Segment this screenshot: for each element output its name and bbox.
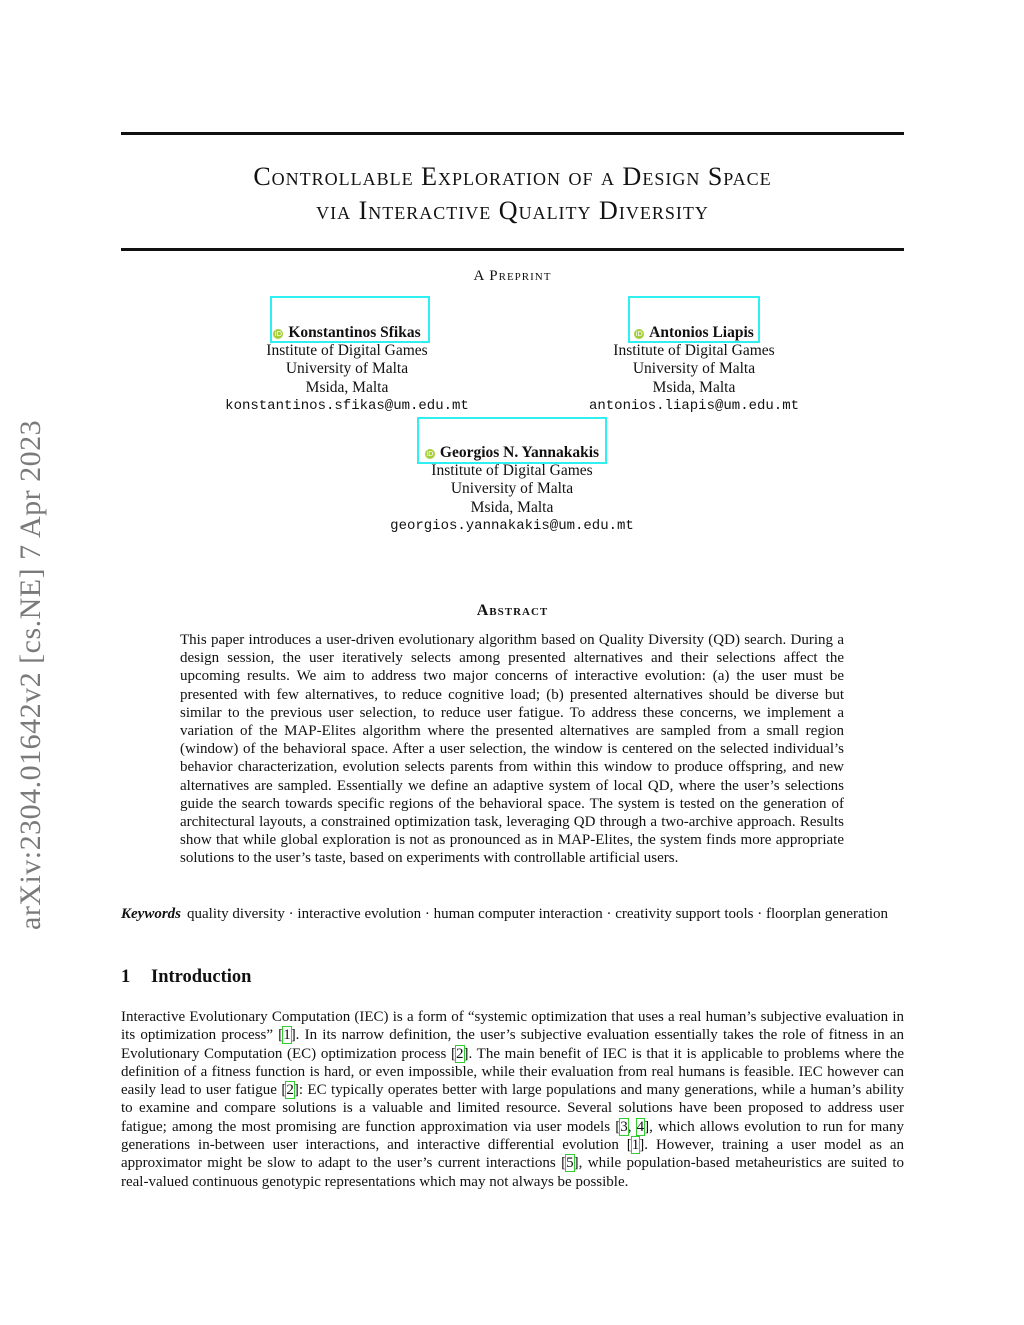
- orcid-icon[interactable]: iD: [426, 450, 434, 458]
- author-affiliation: Institute of Digital Games: [266, 342, 428, 360]
- section-title: Introduction: [151, 967, 252, 987]
- preprint-label: A Preprint: [473, 268, 552, 284]
- author-university: University of Malta: [450, 480, 574, 498]
- paper-title-line-2: via Interactive Quality Diversity: [316, 196, 709, 225]
- author-block-2: [544, 324, 844, 415]
- bottom-rule: [121, 248, 904, 251]
- citation-link[interactable]: 4: [636, 1118, 645, 1135]
- citation-link[interactable]: 5: [566, 1155, 574, 1172]
- author-block-3: [362, 444, 662, 535]
- author-email[interactable]: georgios.yannakakis@um.edu.mt: [390, 517, 634, 534]
- top-rule: [121, 132, 904, 135]
- citation-link[interactable]: 1: [631, 1137, 640, 1154]
- author-affiliation: Institute of Digital Games: [613, 342, 775, 360]
- citation-link[interactable]: 3: [620, 1118, 628, 1135]
- section-heading: [121, 967, 251, 988]
- author-affiliation: Institute of Digital Games: [431, 462, 593, 480]
- body-text-span: ]: EC typically operates better with large populations and many generations, while a human’s ability to examine and compare solutions is a valuable and limited resource. Several solutions have been proposed to address user fatigue; among the most promising are function approximation via user models [: [121, 1082, 904, 1135]
- author-university: University of Malta: [632, 360, 756, 378]
- author-email[interactable]: antonios.liapis@um.edu.mt: [588, 397, 800, 414]
- citation-link[interactable]: 2: [286, 1082, 294, 1099]
- body-text-span: ]. The main benefit of IEC is that it is applicable to problems where the definition of a fitness function is hard, or even impossible, while their evaluation from real humans is feasible. IEC however can easily lead to user fatigue [: [121, 1045, 904, 1099]
- body-text-span: ], while population-based metaheuristics are suited to real-valued continuous genotypic representations which may not always be possible.: [121, 1155, 904, 1190]
- author-location: Msida, Malta: [652, 378, 736, 396]
- author-name[interactable]: Georgios N. Yannakakis: [439, 444, 600, 461]
- body-text-span: ]. However, training a user model as an approximator might be slow to adapt to the user’s current interactions [: [121, 1137, 904, 1172]
- orcid-icon[interactable]: iD: [635, 330, 643, 338]
- abstract-heading: Abstract: [476, 602, 549, 619]
- keywords-list: quality diversity · interactive evolution · human computer interaction · creativity support tools · floorplan generation: [187, 906, 889, 922]
- author-location: Msida, Malta: [470, 498, 554, 516]
- author-location: Msida, Malta: [305, 378, 389, 396]
- body-text-span: Interactive Evolutionary Computation (IEC) is a form of “systemic optimization that uses a real human’s subjective evaluation in its optimization process” [: [121, 1009, 904, 1044]
- arxiv-identifier: arXiv:2304.01642v2 [cs.NE] 7 Apr 2023: [14, 419, 47, 930]
- body-text-span: ], which allows evolution to run for many generations in-between user interactions, and interactive differential evolution [: [121, 1118, 905, 1154]
- abstract-text: This paper introduces a user-driven evolutionary algorithm based on Quality Diversity (QD) search. During a design session, the user iteratively selects among presented alternatives and their selections affect the upcoming results. We aim to address two major concerns of interactive evolution: (a) the user must be presented with few alternatives, to reduce cognitive load; (b) presented alternatives should be diverse but similar to the previous user selection, to reduce user fatigue. To address these concerns, we implement a variation of the MAP-Elites algorithm where the presented alternatives are sampled from a small region (window) of the behavioral space. After a user selection, the window is centered on the selected individual’s behavior characterization, evolution selects parents from within this window to produce offspring, and new alternatives are sampled. Essentially we define an adaptive system of local QD, where the user’s selections guide the search towards specific regions of the behavioral space. The system is tested on the generation of architectural layouts, a constrained optimization task, leveraging QD through a two-archive approach. Results show that while global exploration is not as pronounced as in MAP-Elites, the system finds more appropriate solutions to the user’s taste, based on experiments with controllable artificial users.: [180, 632, 844, 867]
- author-email[interactable]: konstantinos.sfikas@um.edu.mt: [225, 397, 469, 414]
- introduction-paragraph: [121, 1008, 904, 1191]
- orcid-icon[interactable]: iD: [274, 330, 283, 338]
- body-text-span: ,: [627, 1118, 637, 1135]
- section-number: 1: [121, 967, 131, 987]
- author-university: University of Malta: [285, 360, 409, 378]
- paper-title-line-1: Controllable Exploration of a Design Space: [253, 162, 772, 191]
- body-text-span: ]. In its narrow definition, the user’s subjective evaluation essentially takes the role of fitness in an Evolutionary Computation (EC) optimization process [: [121, 1027, 904, 1062]
- author-name[interactable]: Konstantinos Sfikas: [288, 324, 421, 341]
- keywords: [121, 905, 904, 923]
- author-block-1: [197, 324, 497, 415]
- keywords-label: Keywords: [121, 906, 181, 922]
- citation-link[interactable]: 2: [456, 1045, 464, 1062]
- author-name[interactable]: Antonios Liapis: [649, 324, 754, 341]
- citation-link[interactable]: 1: [283, 1027, 291, 1044]
